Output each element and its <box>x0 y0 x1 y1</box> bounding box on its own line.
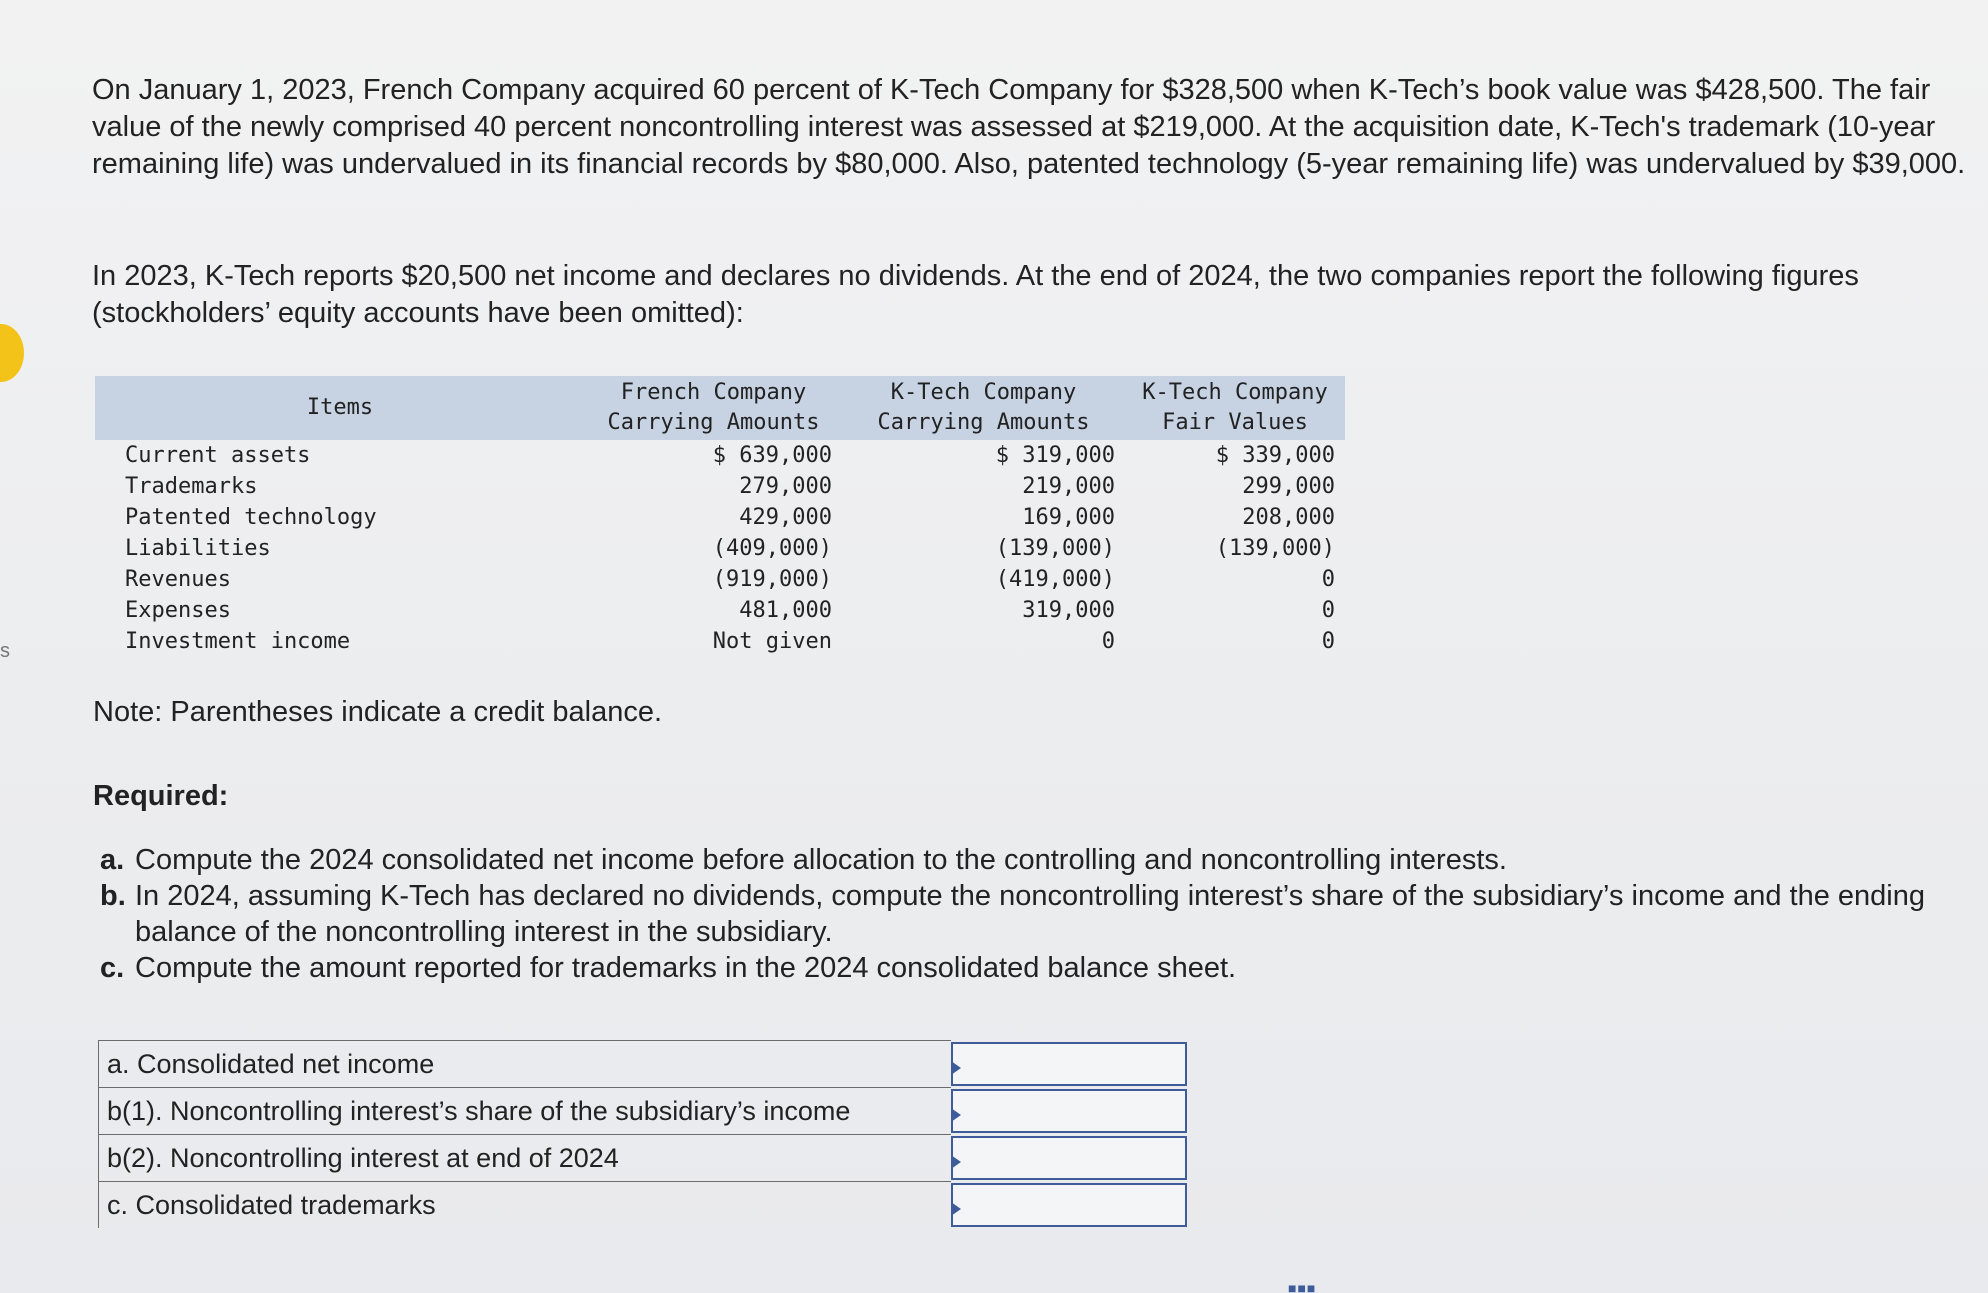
requirement-text: Compute the 2024 consolidated net income before allocation to the controlling and noncontrolling interests. <box>135 844 1507 876</box>
row-ktech-fair: 299,000 <box>1242 474 1335 499</box>
row-ktech-carrying: 0 <box>1101 629 1115 654</box>
table-header-row <box>95 376 1345 440</box>
row-french: (409,000) <box>712 536 832 561</box>
answer-label: b(1). Noncontrolling interest’s share of the subsidiary’s income <box>99 1088 952 1135</box>
row-ktech-carrying: (419,000) <box>995 567 1115 592</box>
side-letter: s <box>0 640 10 662</box>
answer-row <box>99 1135 1188 1182</box>
row-french: 481,000 <box>739 598 832 623</box>
requirement-text: In 2024, assuming K-Tech has declared no dividends, compute the noncontrolling interest’s share of the subsidiary’s income and the ending balance of the noncontrolling interest in the subsidiary. <box>135 880 1925 948</box>
row-item: Investment income <box>125 629 351 654</box>
row-item: Trademarks <box>125 474 258 499</box>
answer-row <box>99 1182 1188 1229</box>
nci-end-2024-input[interactable] <box>951 1136 1187 1180</box>
table-row <box>95 533 1345 564</box>
financial-figures-table <box>95 376 1345 657</box>
header-ktech-fair: K-Tech Company Fair Values <box>1125 376 1345 440</box>
row-ktech-fair: 0 <box>1321 598 1335 623</box>
row-ktech-fair: (139,000) <box>1215 536 1335 561</box>
answer-table <box>98 1040 1188 1228</box>
requirement-marker: b. <box>100 880 126 912</box>
row-ktech-fair: 0 <box>1321 567 1335 592</box>
row-ktech-fair: 0 <box>1321 629 1335 654</box>
credit-balance-note: Note: Parentheses indicate a credit balance. <box>93 696 663 728</box>
table-row <box>95 440 1345 471</box>
requirement-item <box>100 950 1980 986</box>
row-french: $ 639,000 <box>712 443 832 468</box>
consolidated-trademarks-input[interactable] <box>951 1183 1187 1227</box>
input-marker-icon <box>951 1108 961 1122</box>
table-row <box>95 564 1345 595</box>
header-ktech-carrying: K-Tech Company Carrying Amounts <box>842 376 1125 440</box>
row-item: Revenues <box>125 567 231 592</box>
row-ktech-carrying: (139,000) <box>995 536 1115 561</box>
requirement-marker: c. <box>100 952 125 984</box>
answer-row <box>99 1041 1188 1088</box>
row-ktech-fair: $ 339,000 <box>1215 443 1335 468</box>
table-row <box>95 595 1345 626</box>
row-item: Liabilities <box>125 536 271 561</box>
requirement-marker: a. <box>100 844 125 876</box>
row-ktech-carrying: $ 319,000 <box>995 443 1115 468</box>
header-french-carrying: French Company Carrying Amounts <box>585 376 842 440</box>
nci-share-income-input[interactable] <box>951 1089 1187 1133</box>
answer-cell <box>951 1088 1188 1135</box>
header-items: Items <box>95 376 585 440</box>
row-ktech-fair: 208,000 <box>1242 505 1335 530</box>
side-indicator-dot[interactable] <box>0 324 24 382</box>
answer-cell <box>951 1135 1188 1182</box>
input-marker-icon <box>951 1202 961 1216</box>
table-row <box>95 626 1345 657</box>
input-marker-icon <box>951 1155 961 1169</box>
required-heading: Required: <box>93 780 229 812</box>
table-row <box>95 502 1345 533</box>
grid-menu-icon[interactable]: ■■■ <box>1288 1280 1317 1293</box>
requirement-text: Compute the amount reported for trademarks in the 2024 consolidated balance sheet. <box>135 952 1237 984</box>
answer-label: a. Consolidated net income <box>99 1041 952 1088</box>
row-french: Not given <box>712 629 832 654</box>
row-french: 279,000 <box>739 474 832 499</box>
row-ktech-carrying: 219,000 <box>1022 474 1115 499</box>
row-ktech-carrying: 319,000 <box>1022 598 1115 623</box>
problem-paragraph-1: On January 1, 2023, French Company acquired 60 percent of K-Tech Company for $328,500 when K-Tech’s book value was $428,500. The fair value of the newly comprised 40 percent noncontrolling interest was assessed at $219,000. At the acquisition date, K-Tech's trademark (10-year remaining life) was undervalued in its financial records by $80,000. Also, patented technology (5-year remaining life) was undervalued by $39,000. <box>92 74 1966 180</box>
requirement-item <box>100 878 1980 950</box>
answer-cell <box>951 1182 1188 1229</box>
row-french: 429,000 <box>739 505 832 530</box>
input-marker-icon <box>951 1061 961 1075</box>
problem-paragraph-2: In 2023, K-Tech reports $20,500 net income and declares no dividends. At the end of 2024, the two companies report the following figures (stockholders’ equity accounts have been omitted): <box>92 260 1859 329</box>
table-row <box>95 471 1345 502</box>
row-french: (919,000) <box>712 567 832 592</box>
row-ktech-carrying: 169,000 <box>1022 505 1115 530</box>
answer-cell <box>951 1041 1188 1088</box>
consolidated-net-income-input[interactable] <box>951 1042 1187 1086</box>
requirement-item <box>100 842 1980 878</box>
answer-row <box>99 1088 1188 1135</box>
row-item: Patented technology <box>125 505 377 530</box>
answer-label: c. Consolidated trademarks <box>99 1182 952 1229</box>
requirements-list <box>100 842 1980 986</box>
row-item: Current assets <box>125 443 311 468</box>
answer-label: b(2). Noncontrolling interest at end of 2024 <box>99 1135 952 1182</box>
row-item: Expenses <box>125 598 231 623</box>
